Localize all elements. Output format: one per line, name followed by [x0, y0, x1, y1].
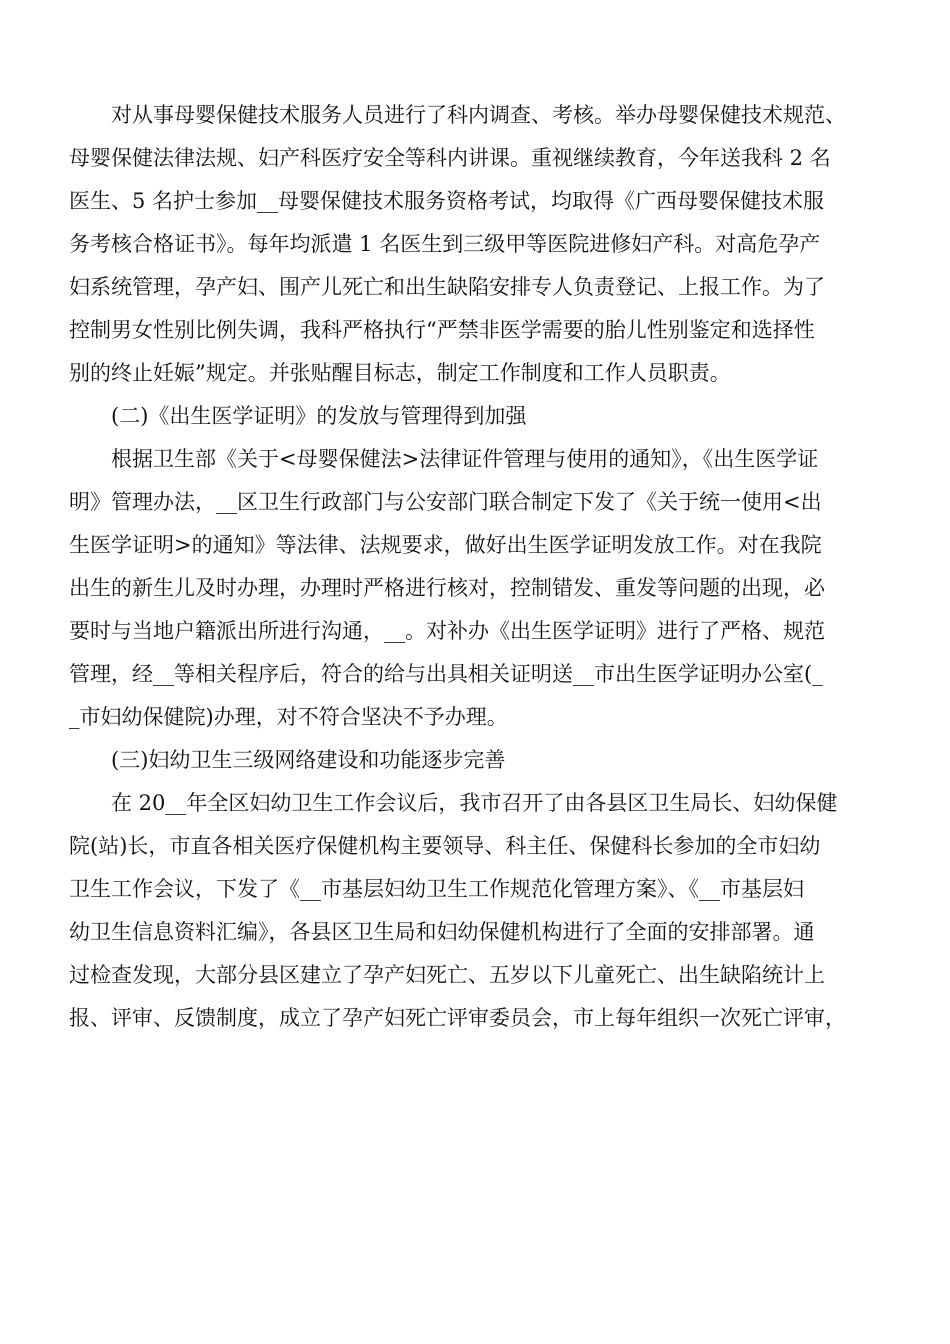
text-line: 要时与当地户籍派出所进行沟通，__。对补办《出生医学证明》进行了严格、规范: [69, 619, 825, 643]
text-line: 报、评审、反馈制度，成立了孕产妇死亡评审委员会，市上每年组织一次死亡评审，: [69, 1006, 846, 1030]
text-line: _市妇幼保健院)办理，对不符合坚决不予办理。: [69, 705, 508, 729]
text-line: 幼卫生信息资料汇编》，各县区卫生局和妇幼保健机构进行了全面的安排部署。通: [69, 920, 815, 944]
text-line: 院(站)长，市直各相关医疗保健机构主要领导、科主任、保健科长参加的全市妇幼: [69, 834, 821, 858]
text-line: 管理，经__等相关程序后，符合的给与出具相关证明送__市出生医学证明办公室(_: [69, 662, 823, 686]
paragraph-3: [69, 782, 889, 1040]
text-line: 卫生工作会议，下发了《__市基层妇幼卫生工作规范化管理方案》、《__市基层妇: [69, 877, 804, 901]
text-line: 母婴保健法律法规、妇产科医疗安全等科内讲课。重视继续教育，今年送我科 2 名: [69, 146, 831, 170]
text-line: 明》管理办法，__区卫生行政部门与公安部门联合制定下发了《关于统一使用<出: [69, 490, 822, 514]
text-line: 妇系统管理，孕产妇、围产儿死亡和出生缺陷安排专人负责登记、上报工作。为了: [69, 275, 825, 299]
paragraph-1: [69, 94, 889, 395]
paragraph-2: [69, 438, 889, 739]
text-line: 出生的新生儿及时办理，办理时严格进行核对，控制错发、重发等问题的出现，必: [69, 576, 825, 600]
text-line: 过检查发现，大部分县区建立了孕产妇死亡、五岁以下儿童死亡、出生缺陷统计上: [69, 963, 825, 987]
text-line: 控制男女性别比例失调，我科严格执行“严禁非医学需要的胎儿性别鉴定和选择性: [69, 318, 815, 342]
text-line: 医生、5 名护士参加__母婴保健技术服务资格考试，均取得《广西母婴保健技术服: [69, 189, 825, 213]
text-line: 生医学证明>的通知》等法律、法规要求，做好出生医学证明发放工作。对在我院: [69, 533, 822, 557]
document-body: [69, 94, 889, 1040]
text-line: 在 20__年全区妇幼卫生工作会议后，我市召开了由各县区卫生局长、妇幼保健: [111, 791, 838, 815]
section-heading-3: (三)妇幼卫生三级网络建设和功能逐步完善: [111, 748, 506, 772]
section-heading-2: (二)《出生医学证明》的发放与管理得到加强: [111, 404, 527, 428]
text-line: 务考核合格证书》。每年均派遣 1 名医生到三级甲等医院进修妇产科。对高危孕产: [69, 232, 821, 256]
text-line: 根据卫生部《关于<母婴保健法>法律证件管理与使用的通知》，《出生医学证: [111, 447, 819, 471]
text-line: 对从事母婴保健技术服务人员进行了科内调查、考核。举办母婴保健技术规范、: [111, 103, 846, 127]
text-line: 别的终止妊娠”规定。并张贴醒目标志，制定工作制度和工作人员职责。: [69, 361, 731, 385]
